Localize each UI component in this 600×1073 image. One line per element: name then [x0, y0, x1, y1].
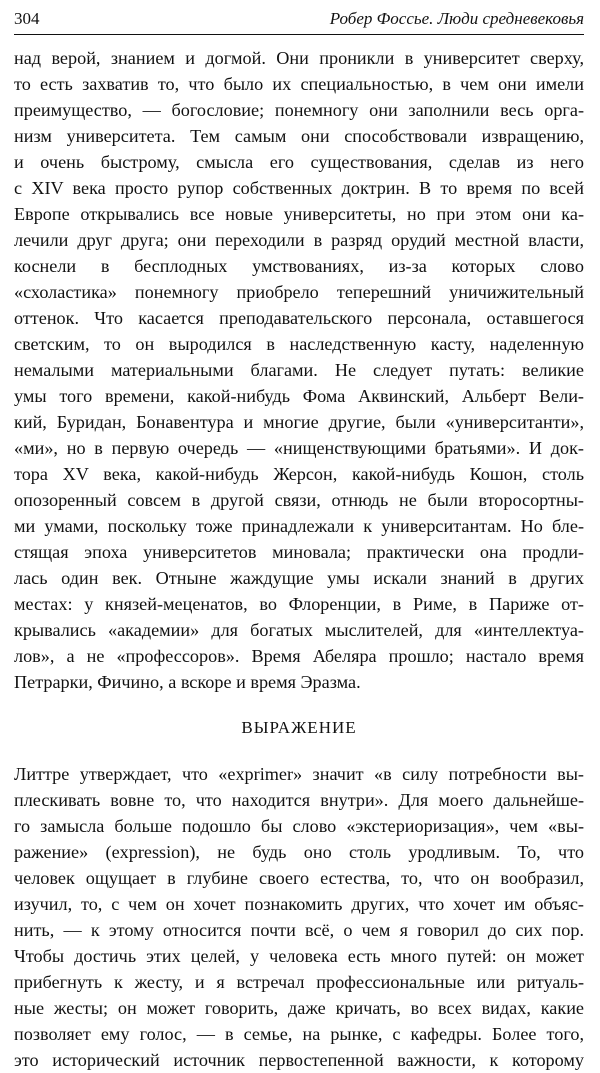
text-line: ражение» (expression), не будь оно столь уродливым. То, что	[14, 842, 584, 862]
text-line: лечили друг друга; они переходили в разряд орудий местной власти,	[14, 230, 584, 250]
text-line: немалыми материальными благами. Не следует путать: великие	[14, 360, 584, 380]
header-rule	[14, 34, 584, 35]
running-title: Робер Фоссье. Люди средневековья	[329, 9, 584, 28]
text-line: лов», а не «профессоров». Время Абеляра прошло; настало время	[14, 646, 584, 666]
page-number: 304	[14, 9, 40, 28]
text-line: коснели в бесплодных умствованиях, из-за которых слово	[14, 256, 584, 276]
text-line: тора XV века, какой-нибудь Жерсон, какой-нибудь Кошон, столь	[14, 464, 584, 484]
text-line: Литтре утверждает, что «exprimer» значит «в силу потребности вы-	[14, 764, 584, 784]
text-line: ми умами, поскольку тоже принадлежали к университантам. Но бле-	[14, 516, 584, 536]
text-line: нить, — к этому относится почти всё, о чем я говорил до сих пор.	[14, 920, 584, 940]
running-head	[14, 8, 584, 30]
text-line: Петрарки, Фичино, а вскоре и время Эразма.	[14, 672, 361, 692]
text-line: плескивать вовне то, что находится внутри». Для моего дальнейше-	[14, 790, 584, 810]
text-line: прибегнуть к жесту, и я встречал профессиональные или ритуаль-	[14, 972, 584, 992]
text-line: оттенок. Что касается преподавательского персонала, оставшегося	[14, 308, 584, 328]
text-line: умы того времени, какой-нибудь Фома Аквинский, Альберт Вели-	[14, 386, 584, 406]
text-line: человек ощущает в глубине своего естества, то, что он вообразил,	[14, 868, 584, 888]
text-line: местах: у князей-меценатов, во Флоренции, в Риме, в Париже от-	[14, 594, 584, 614]
text-line: с XIV века просто рупор собственных доктрин. В то время по всей	[14, 178, 584, 198]
section-universities	[14, 45, 584, 695]
text-line: стящая эпоха университетов миновала; практически она продли-	[14, 542, 584, 562]
text-line: то есть захватив то, что было их специальностью, в чем они имели	[14, 74, 584, 94]
text-line: «ми», но в первую очередь — «нищенствующими братьями». И док-	[14, 438, 584, 458]
text-line: это исторический источник первостепенной важности, к которому	[14, 1050, 584, 1070]
text-line: го замысла больше подошло бы слово «экстериоризация», чем «вы-	[14, 816, 584, 836]
text-line: кий, Буридан, Бонавентура и многие другие, были «университанти»,	[14, 412, 584, 432]
text-line: лась один век. Отныне жаждущие умы искали знаний в других	[14, 568, 584, 588]
section-heading: ВЫРАЖЕНИЕ	[241, 718, 357, 737]
section-expression	[14, 761, 584, 1073]
book-page	[14, 8, 584, 1073]
text-line: преимущество, — богословие; понемногу они заполнили весь орга-	[14, 100, 584, 120]
text-line: «схоластика» понемногу приобрело теперешний уничижительный	[14, 282, 584, 302]
text-line: Европе открывались все новые университеты, но при этом они ка-	[14, 204, 584, 224]
text-line: крывались «академии» для богатых мыслителей, для «интеллектуа-	[14, 620, 584, 640]
text-line: над верой, знанием и догмой. Они проникли в университет сверху,	[14, 48, 584, 68]
text-line: и очень быстрому, смысла его существования, сделав из него	[14, 152, 584, 172]
text-line: светским, то он выродился в наследственную касту, наделенную	[14, 334, 584, 354]
text-line: опозоренный совсем в другой связи, отнюдь не были второсортны-	[14, 490, 584, 510]
text-line: изучил, то, с чем он хочет познакомить других, что хочет им объяс-	[14, 894, 584, 914]
text-line: низм университета. Тем самым они способствовали извращению,	[14, 126, 584, 146]
text-line: Чтобы достичь этих целей, у человека есть много путей: он может	[14, 946, 584, 966]
text-line: ные жесты; он может говорить, даже кричать, во всех видах, какие	[14, 998, 584, 1018]
text-line: позволяет ему голос, — в семье, на рынке, с кафедры. Более того,	[14, 1024, 584, 1044]
